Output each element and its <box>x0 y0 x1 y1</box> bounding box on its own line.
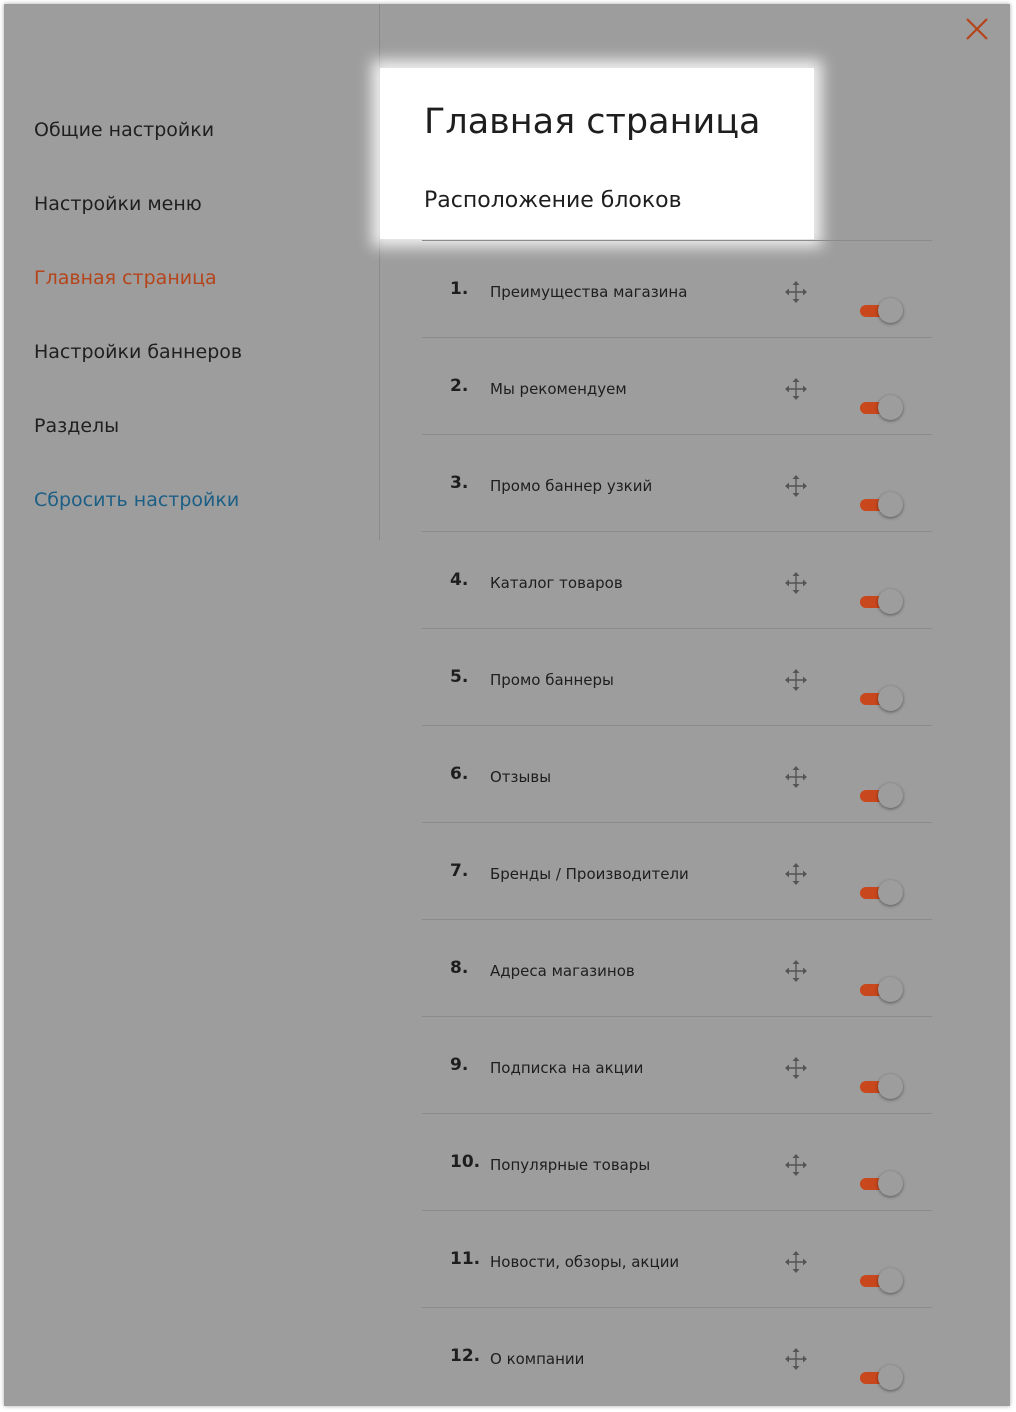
block-label: Новости, обзоры, акции <box>490 1253 680 1271</box>
close-icon[interactable] <box>964 16 990 42</box>
sidebar-item-general[interactable]: Общие настройки <box>34 119 215 141</box>
block-label: Адреса магазинов <box>490 962 635 980</box>
sidebar-item-home-page[interactable]: Главная страница <box>34 267 217 289</box>
settings-panel <box>4 4 1010 1406</box>
block-row <box>422 1307 932 1404</box>
block-number: 8. <box>450 958 469 978</box>
toggle-knob <box>878 1074 903 1099</box>
block-row <box>422 1210 932 1307</box>
block-visibility-toggle[interactable] <box>858 976 906 1004</box>
block-visibility-toggle[interactable] <box>858 685 906 713</box>
settings-sidebar <box>4 4 380 540</box>
block-label: Популярные товары <box>490 1156 651 1174</box>
toggle-knob <box>878 880 903 905</box>
drag-move-icon[interactable] <box>784 668 808 692</box>
drag-move-icon[interactable] <box>784 571 808 595</box>
drag-move-icon[interactable] <box>784 959 808 983</box>
toggle-knob <box>878 298 903 323</box>
block-label: Отзывы <box>490 768 552 786</box>
reset-settings-link[interactable]: Сбросить настройки <box>34 489 240 511</box>
block-row <box>422 628 932 725</box>
block-number: 1. <box>450 279 469 299</box>
block-label: Промо баннер узкий <box>490 477 653 495</box>
block-number: 2. <box>450 376 469 396</box>
section-title: Расположение блоков <box>424 188 682 213</box>
block-label: Бренды / Производители <box>490 865 689 883</box>
block-row <box>422 919 932 1016</box>
block-number: 3. <box>450 473 469 493</box>
drag-move-icon[interactable] <box>784 1250 808 1274</box>
block-label: Преимущества магазина <box>490 283 688 301</box>
drag-move-icon[interactable] <box>784 765 808 789</box>
block-label: Каталог товаров <box>490 574 623 592</box>
block-number: 6. <box>450 764 469 784</box>
title-highlight <box>380 68 814 239</box>
toggle-knob <box>878 977 903 1002</box>
drag-move-icon[interactable] <box>784 1056 808 1080</box>
block-visibility-toggle[interactable] <box>858 491 906 519</box>
block-number: 4. <box>450 570 469 590</box>
drag-move-icon[interactable] <box>784 1153 808 1177</box>
drag-move-icon[interactable] <box>784 280 808 304</box>
block-number: 9. <box>450 1055 469 1075</box>
block-label: Подписка на акции <box>490 1059 644 1077</box>
drag-move-icon[interactable] <box>784 862 808 886</box>
block-visibility-toggle[interactable] <box>858 1267 906 1295</box>
block-row <box>422 337 932 434</box>
toggle-knob <box>878 492 903 517</box>
toggle-knob <box>878 783 903 808</box>
drag-move-icon[interactable] <box>784 377 808 401</box>
block-number: 11. <box>450 1249 481 1269</box>
block-row <box>422 822 932 919</box>
blocks-list <box>422 240 932 1404</box>
block-visibility-toggle[interactable] <box>858 588 906 616</box>
block-number: 10. <box>450 1152 481 1172</box>
block-row <box>422 1113 932 1210</box>
block-number: 7. <box>450 861 469 881</box>
block-visibility-toggle[interactable] <box>858 1364 906 1392</box>
sidebar-item-banners[interactable]: Настройки баннеров <box>34 341 243 363</box>
block-number: 5. <box>450 667 469 687</box>
block-row <box>422 240 932 337</box>
block-label: Промо баннеры <box>490 671 614 689</box>
block-number: 12. <box>450 1346 481 1366</box>
block-row <box>422 1016 932 1113</box>
toggle-knob <box>878 1268 903 1293</box>
block-row <box>422 531 932 628</box>
block-visibility-toggle[interactable] <box>858 394 906 422</box>
sidebar-item-menu[interactable]: Настройки меню <box>34 193 202 215</box>
block-visibility-toggle[interactable] <box>858 782 906 810</box>
block-label: Мы рекомендуем <box>490 380 627 398</box>
block-visibility-toggle[interactable] <box>858 1073 906 1101</box>
block-row <box>422 725 932 822</box>
block-visibility-toggle[interactable] <box>858 1170 906 1198</box>
toggle-knob <box>878 1365 903 1390</box>
block-label: О компании <box>490 1350 585 1368</box>
toggle-knob <box>878 1171 903 1196</box>
block-row <box>422 434 932 531</box>
page-title: Главная страница <box>424 102 761 142</box>
block-visibility-toggle[interactable] <box>858 879 906 907</box>
toggle-knob <box>878 589 903 614</box>
drag-move-icon[interactable] <box>784 474 808 498</box>
toggle-knob <box>878 395 903 420</box>
drag-move-icon[interactable] <box>784 1347 808 1371</box>
sidebar-item-sections[interactable]: Разделы <box>34 415 120 437</box>
block-visibility-toggle[interactable] <box>858 297 906 325</box>
toggle-knob <box>878 686 903 711</box>
